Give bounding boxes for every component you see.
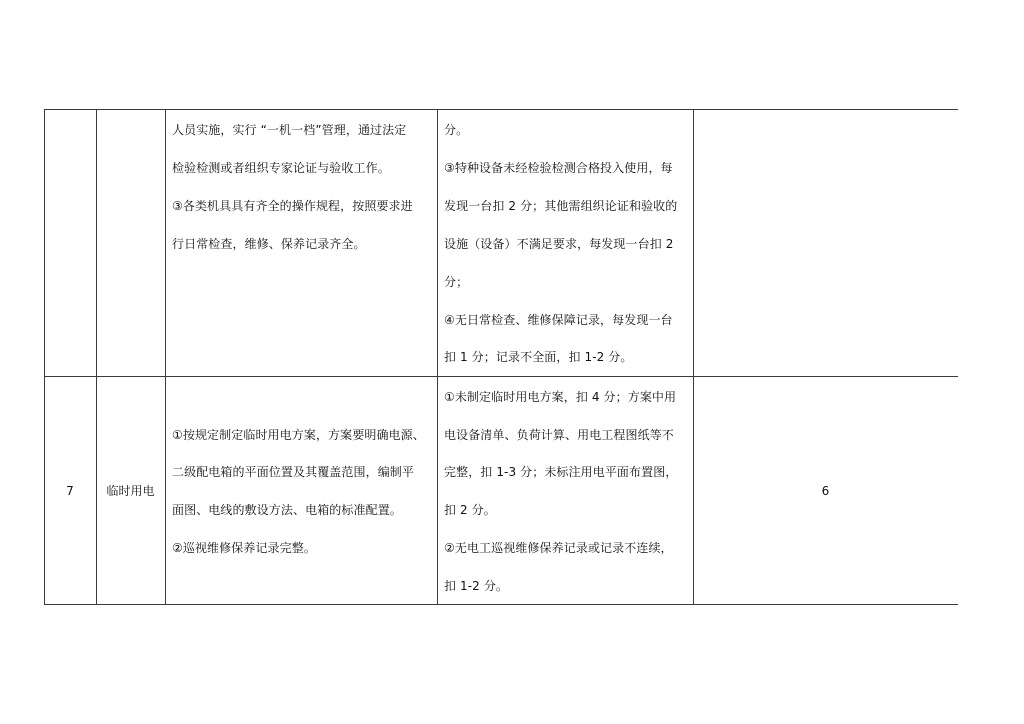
scoring-line: ③特种设备未经检验检测合格投入使用，每 xyxy=(444,161,673,175)
requirement-line: 检验检测或者组织专家论证与验收工作。 xyxy=(172,161,390,175)
row-divider xyxy=(44,376,958,377)
column-divider-3 xyxy=(437,109,438,605)
requirement-line: 人员实施，实行 “一机一档”管理，通过法定 xyxy=(172,123,407,137)
scoring-line: ④无日常检查、维修保障记录，每发现一台 xyxy=(444,313,673,327)
item-name: 临时用电 xyxy=(106,484,155,498)
requirement-line: 行日常检查，维修、保养记录齐全。 xyxy=(172,237,366,251)
requirement-line: ①按规定制定临时用电方案，方案要明确电源、 xyxy=(172,428,425,442)
column-divider-2 xyxy=(165,109,166,605)
table-bottom-border xyxy=(44,604,958,605)
column-divider-1 xyxy=(96,109,97,605)
table-top-border xyxy=(44,109,958,110)
scoring-line: 扣 2 分。 xyxy=(444,503,496,517)
scoring-line: 扣 1-2 分。 xyxy=(444,579,509,593)
row-number: 7 xyxy=(66,484,74,498)
scoring-line: 分。 xyxy=(444,123,469,137)
table-left-border xyxy=(44,109,45,605)
requirement-line: ②巡视维修保养记录完整。 xyxy=(172,541,316,555)
scoring-line: 完整，扣 1-3 分；未标注用电平面布置图， xyxy=(444,465,678,479)
requirement-line: 二级配电箱的平面位置及其覆盖范围，编制平 xyxy=(172,465,415,479)
column-divider-4 xyxy=(693,109,694,605)
scoring-line: 电设备清单、负荷计算、用电工程图纸等不 xyxy=(444,428,674,442)
scoring-line: 设施（设备）不满足要求，每发现一台扣 2 xyxy=(444,237,674,251)
scoring-line: ②无电工巡视维修保养记录或记录不连续， xyxy=(444,541,673,555)
score-value: 6 xyxy=(821,484,830,498)
requirement-line: ③各类机具具有齐全的操作规程，按照要求进 xyxy=(172,199,413,213)
requirement-line: 面图、电线的敷设方法、电箱的标准配置。 xyxy=(172,503,402,517)
scoring-line: 发现一台扣 2 分；其他需组织论证和验收的 xyxy=(444,199,678,213)
scoring-line: 分； xyxy=(444,275,469,289)
scoring-line: ①未制定临时用电方案，扣 4 分；方案中用 xyxy=(444,390,677,404)
scoring-line: 扣 1 分；记录不全面，扣 1-2 分。 xyxy=(444,350,633,364)
